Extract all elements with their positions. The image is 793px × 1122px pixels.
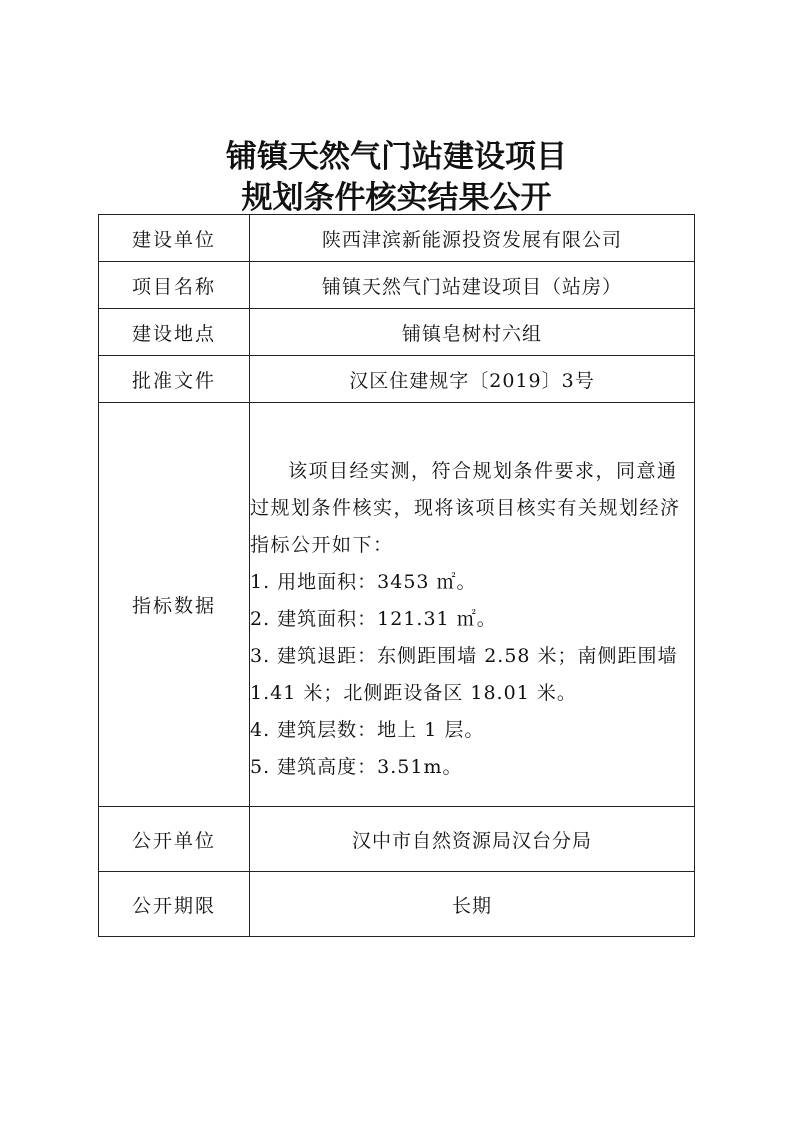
row-publishing-unit <box>99 807 695 872</box>
publishing-unit-label: 公开单位 <box>99 807 250 872</box>
construction-unit-label: 建设单位 <box>99 215 250 262</box>
info-table <box>98 214 695 937</box>
indicator-data-content <box>250 403 695 807</box>
row-publishing-period <box>99 872 695 937</box>
row-construction-location <box>99 309 695 356</box>
publishing-period-value: 长期 <box>250 872 695 937</box>
indicator-data-label: 指标数据 <box>99 403 250 807</box>
document-title-line-2: 规划条件核实结果公开 <box>241 180 552 216</box>
row-indicator-data <box>99 403 695 807</box>
row-approval-document <box>99 356 695 403</box>
indicator-item-setback: 3. 建筑退距：东侧距围墙 2.58 米；南侧距围墙 1.41 米；北侧距设备区 18.01 米。 <box>250 644 678 704</box>
indicator-item-floors: 4. 建筑层数：地上 1 层。 <box>250 718 485 741</box>
approval-document-value: 汉区住建规字〔2019〕3号 <box>250 356 695 403</box>
indicator-item-land-area: 1. 用地面积：3453 ㎡。 <box>250 570 477 593</box>
indicator-item-height: 5. 建筑高度：3.51m。 <box>250 755 463 778</box>
project-name-value: 铺镇天然气门站建设项目（站房） <box>250 262 695 309</box>
publishing-unit-value: 汉中市自然资源局汉台分局 <box>250 807 695 872</box>
row-project-name <box>99 262 695 309</box>
approval-document-label: 批准文件 <box>99 356 250 403</box>
indicator-item-building-area: 2. 建筑面积：121.31 ㎡。 <box>250 607 497 630</box>
construction-unit-value: 陕西津滨新能源投资发展有限公司 <box>250 215 695 262</box>
publishing-period-label: 公开期限 <box>99 872 250 937</box>
construction-location-value: 铺镇皂树村六组 <box>250 309 695 356</box>
document-title-line-1: 铺镇天然气门站建设项目 <box>226 139 567 175</box>
project-name-label: 项目名称 <box>99 262 250 309</box>
row-construction-unit <box>99 215 695 262</box>
construction-location-label: 建设地点 <box>99 309 250 356</box>
indicator-intro: 该项目经实测，符合规划条件要求，同意通过规划条件核实，现将该项目核实有关规划经济指标公开如下： <box>250 459 681 556</box>
